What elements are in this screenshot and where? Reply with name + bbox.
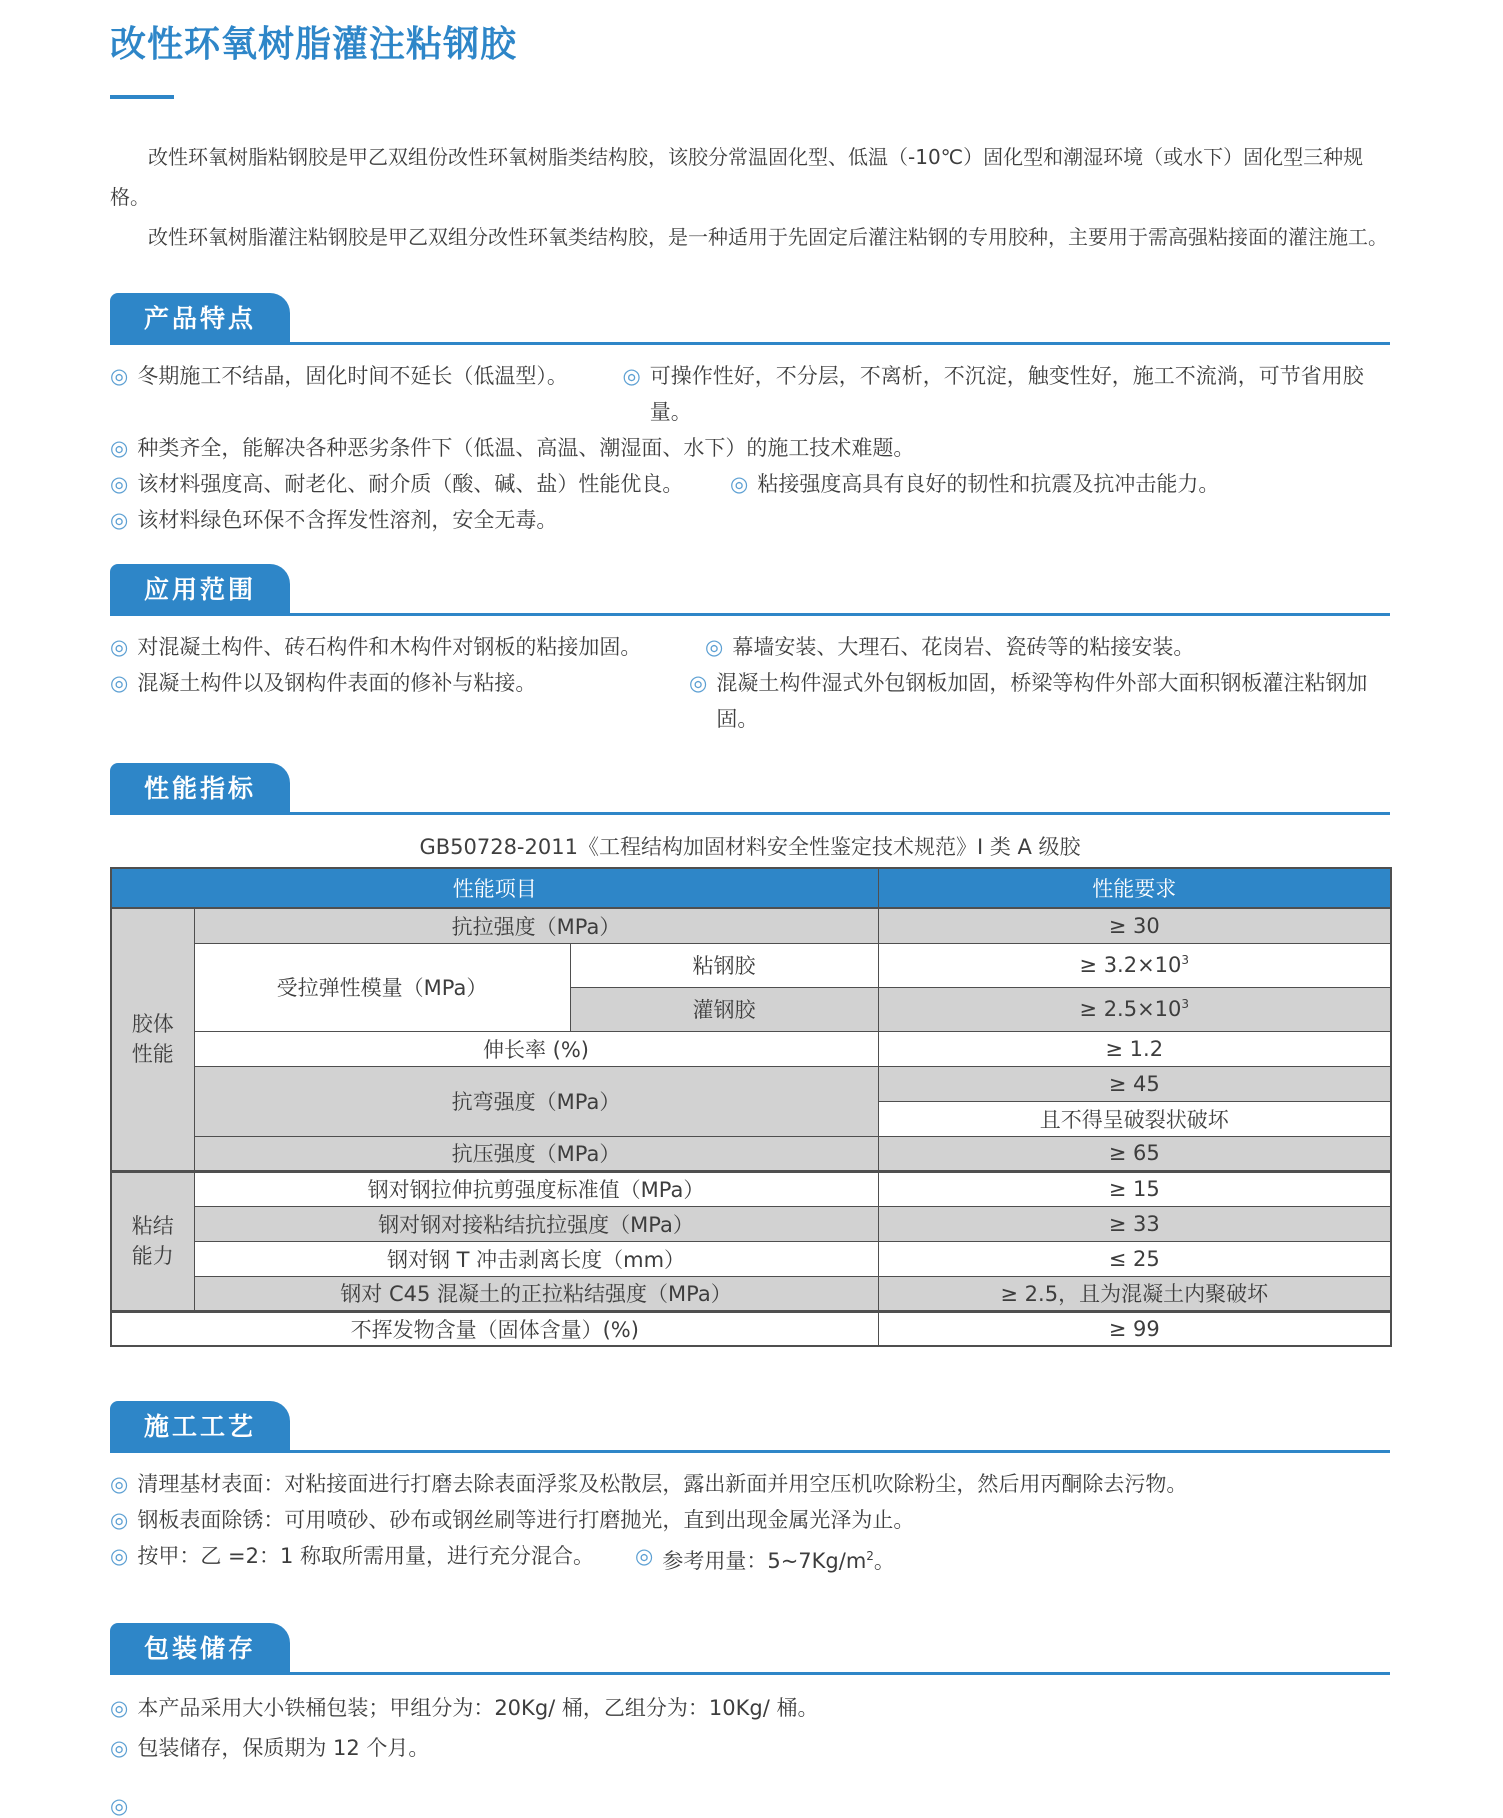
- property-value: ≥ 99: [878, 1311, 1391, 1346]
- list-row: [110, 466, 1390, 502]
- list-item: [110, 1688, 818, 1728]
- table-row: [111, 1031, 1391, 1066]
- usage-text: 参考用量：5~7Kg/m: [662, 1549, 867, 1573]
- section-header-features: [110, 293, 1390, 345]
- section-header-process: [110, 1401, 1390, 1453]
- table-row: [111, 1276, 1391, 1311]
- property-value: ≥ 30: [878, 908, 1391, 943]
- property-value: ≥ 15: [878, 1171, 1391, 1206]
- table-row: [111, 1066, 1391, 1101]
- table-caption: GB50728-2011《工程结构加固材料安全性鉴定技术规范》I 类 A 级胶: [419, 835, 1081, 859]
- column-header-item: 性能项目: [111, 868, 878, 908]
- property-label: 钢对钢对接粘结抗拉强度（MPa）: [194, 1206, 878, 1241]
- list-row: [110, 665, 1390, 737]
- list-row: [110, 430, 1390, 466]
- features-list: [110, 358, 1390, 538]
- list-item: [730, 466, 1219, 502]
- list-item: [110, 665, 689, 737]
- property-label: 抗压强度（MPa）: [194, 1136, 878, 1171]
- list-row: [110, 629, 1390, 665]
- list-item-text: 对混凝土构件、砖石构件和木构件对钢板的粘接加固。: [137, 635, 642, 659]
- bullet-icon: ◎: [110, 1794, 129, 1818]
- list-item: [110, 430, 914, 466]
- list-item-text: 该材料强度高、耐老化、耐介质（酸、碱、盐）性能优良。: [137, 472, 684, 496]
- process-list: [110, 1466, 1390, 1579]
- property-sublabel: 粘钢胶: [570, 943, 878, 987]
- property-value: ≥ 33: [878, 1206, 1391, 1241]
- list-item: [110, 466, 730, 502]
- list-item: [110, 1728, 429, 1768]
- property-sublabel: 灌钢胶: [570, 987, 878, 1031]
- property-value: ≤ 25: [878, 1241, 1391, 1276]
- list-item-text: 包装储存，保质期为 12 个月。: [137, 1736, 430, 1760]
- section-badge: 包装储存: [110, 1623, 290, 1672]
- list-item-text: 可操作性好，不分层，不离析，不沉淀，触变性好，施工不流淌，可节省用胶量。: [649, 364, 1364, 424]
- section-badge: 性能指标: [110, 763, 290, 812]
- table-row: [111, 1136, 1391, 1171]
- list-item-text: 该材料绿色环保不含挥发性溶剂，安全无毒。: [137, 508, 558, 532]
- list-item-text: 幕墙安装、大理石、花岗岩、瓷砖等的粘接安装。: [732, 635, 1195, 659]
- section-header-performance: [110, 763, 1390, 815]
- group-label: 性能: [131, 1042, 174, 1067]
- section-badge: 产品特点: [110, 293, 290, 342]
- list-item: [705, 629, 1194, 665]
- property-label: 伸长率 (%): [194, 1031, 878, 1066]
- property-value: ≥ 45: [878, 1066, 1391, 1101]
- bullet-icon: ◎: [110, 436, 129, 460]
- section-badge: 施工工艺: [110, 1401, 290, 1450]
- bullet-icon: ◎: [110, 1696, 129, 1720]
- column-header-requirement: 性能要求: [878, 868, 1391, 908]
- list-item: [622, 358, 1390, 430]
- bullet-icon: ◎: [110, 508, 129, 532]
- performance-table: [110, 867, 1392, 1347]
- value-exponent: 3: [1181, 997, 1190, 1011]
- list-item: [110, 502, 557, 538]
- usage-exponent: 2: [866, 1549, 874, 1563]
- list-item-text: 混凝土构件湿式外包钢板加固，桥梁等构件外部大面积钢板灌注粘钢加固。: [716, 671, 1368, 731]
- property-label: 抗弯强度（MPa）: [194, 1066, 878, 1136]
- list-item: [110, 1538, 635, 1579]
- applications-list: [110, 629, 1390, 737]
- group-label: 胶体: [131, 1012, 174, 1037]
- table-header-row: [111, 868, 1391, 908]
- bullet-icon: ◎: [110, 472, 129, 496]
- list-row: [110, 1728, 1390, 1768]
- usage-period: 。: [873, 1549, 895, 1573]
- property-label: 钢对 C45 混凝土的正拉粘结强度（MPa）: [194, 1276, 878, 1311]
- list-item-text: 本产品采用大小铁桶包装；甲组分为：20Kg/ 桶，乙组分为：10Kg/ 桶。: [137, 1696, 819, 1720]
- list-item-text: 清理基材表面：对粘接面进行打磨去除表面浮浆及松散层，露出新面并用空压机吹除粉尘，然后用丙酮除去污物。: [137, 1472, 1188, 1496]
- property-value: ≥ 2.5，且为混凝土内聚破坏: [878, 1276, 1391, 1311]
- bullet-icon: ◎: [730, 472, 749, 496]
- table-row: [111, 1206, 1391, 1241]
- list-row: [110, 1466, 1390, 1502]
- bullet-icon: ◎: [110, 1508, 129, 1532]
- title-underline: [110, 95, 174, 99]
- list-row: [110, 358, 1390, 430]
- bullet-icon: ◎: [110, 1736, 129, 1760]
- group-label: 能力: [131, 1244, 174, 1268]
- list-item: [689, 665, 1390, 737]
- list-item: [110, 1502, 914, 1538]
- bullet-icon: ◎: [110, 1472, 129, 1496]
- bullet-icon: ◎: [110, 1544, 129, 1568]
- intro-line: 改性环氧树脂灌注粘钢胶是甲乙双组分改性环氧类结构胶，是一种适用于先固定后灌注粘钢的专用胶种，主要用于需高强粘接面的灌注施工。: [148, 225, 1388, 249]
- bullet-icon: ◎: [705, 635, 724, 659]
- list-row: [110, 1502, 1390, 1538]
- bullet-icon: ◎: [110, 635, 129, 659]
- value-base: ≥ 2.5×10: [1079, 997, 1182, 1021]
- property-value: 且不得呈破裂状破坏: [878, 1101, 1391, 1136]
- list-item: [110, 629, 705, 665]
- table-row: [111, 1241, 1391, 1276]
- clipped-bullet-row: [110, 1796, 1390, 1818]
- table-row: [111, 1311, 1391, 1346]
- section-header-applications: [110, 564, 1390, 616]
- section-badge: 应用范围: [110, 564, 290, 613]
- list-item-text: 钢板表面除锈：可用喷砂、砂布或钢丝刷等进行打磨抛光，直到出现金属光泽为止。: [137, 1508, 915, 1532]
- bullet-icon: ◎: [635, 1544, 654, 1568]
- bullet-icon: ◎: [622, 364, 641, 388]
- page-title: 改性环氧树脂灌注粘钢胶: [110, 24, 518, 65]
- list-row: [110, 502, 1390, 538]
- property-label: 钢对钢 T 冲击剥离长度（mm）: [194, 1241, 878, 1276]
- table-row: [111, 943, 1391, 987]
- list-item-text: 混凝土构件以及钢构件表面的修补与粘接。: [137, 671, 537, 695]
- property-value: [878, 987, 1391, 1031]
- bullet-icon: ◎: [689, 671, 708, 695]
- property-label: 不挥发物含量（固体含量）(%): [111, 1311, 878, 1346]
- group-label: 粘结: [131, 1214, 174, 1238]
- group-cell-glue-performance: [111, 908, 194, 1171]
- section-header-storage: [110, 1623, 1390, 1675]
- list-item: [635, 1538, 895, 1579]
- group-cell-bonding-ability: [111, 1171, 194, 1311]
- table-row: [111, 1171, 1391, 1206]
- property-label: 钢对钢拉伸抗剪强度标准值（MPa）: [194, 1171, 878, 1206]
- list-item-text: 粘接强度高具有良好的韧性和抗震及抗冲击能力。: [757, 472, 1220, 496]
- intro-paragraphs: [110, 137, 1390, 257]
- intro-line: 改性环氧树脂粘钢胶是甲乙双组份改性环氧树脂类结构胶，该胶分常温固化型、低温（-10℃）固化型和潮湿环境（或水下）固化型三种规格。: [110, 145, 1364, 209]
- property-label: 受拉弹性模量（MPa）: [194, 943, 570, 1031]
- table-row: [111, 908, 1391, 943]
- list-item-text: 按甲：乙 =2：1 称取所需用量，进行充分混合。: [137, 1544, 594, 1568]
- list-item-text: [662, 1538, 895, 1579]
- property-value: [878, 943, 1391, 987]
- property-label: 抗拉强度（MPa）: [194, 908, 878, 943]
- list-row: [110, 1538, 1390, 1579]
- list-row: [110, 1688, 1390, 1728]
- value-exponent: 3: [1181, 953, 1190, 967]
- value-base: ≥ 3.2×10: [1079, 953, 1182, 977]
- bullet-icon: ◎: [110, 671, 129, 695]
- bullet-icon: ◎: [110, 364, 129, 388]
- list-item-text: 冬期施工不结晶，固化时间不延长（低温型）。: [137, 364, 568, 388]
- storage-list: [110, 1688, 1390, 1768]
- property-value: ≥ 65: [878, 1136, 1391, 1171]
- list-item-text: 种类齐全，能解决各种恶劣条件下（低温、高温、潮湿面、水下）的施工技术难题。: [137, 436, 915, 460]
- list-item: [110, 358, 622, 430]
- property-value: ≥ 1.2: [878, 1031, 1391, 1066]
- list-item: [110, 1466, 1187, 1502]
